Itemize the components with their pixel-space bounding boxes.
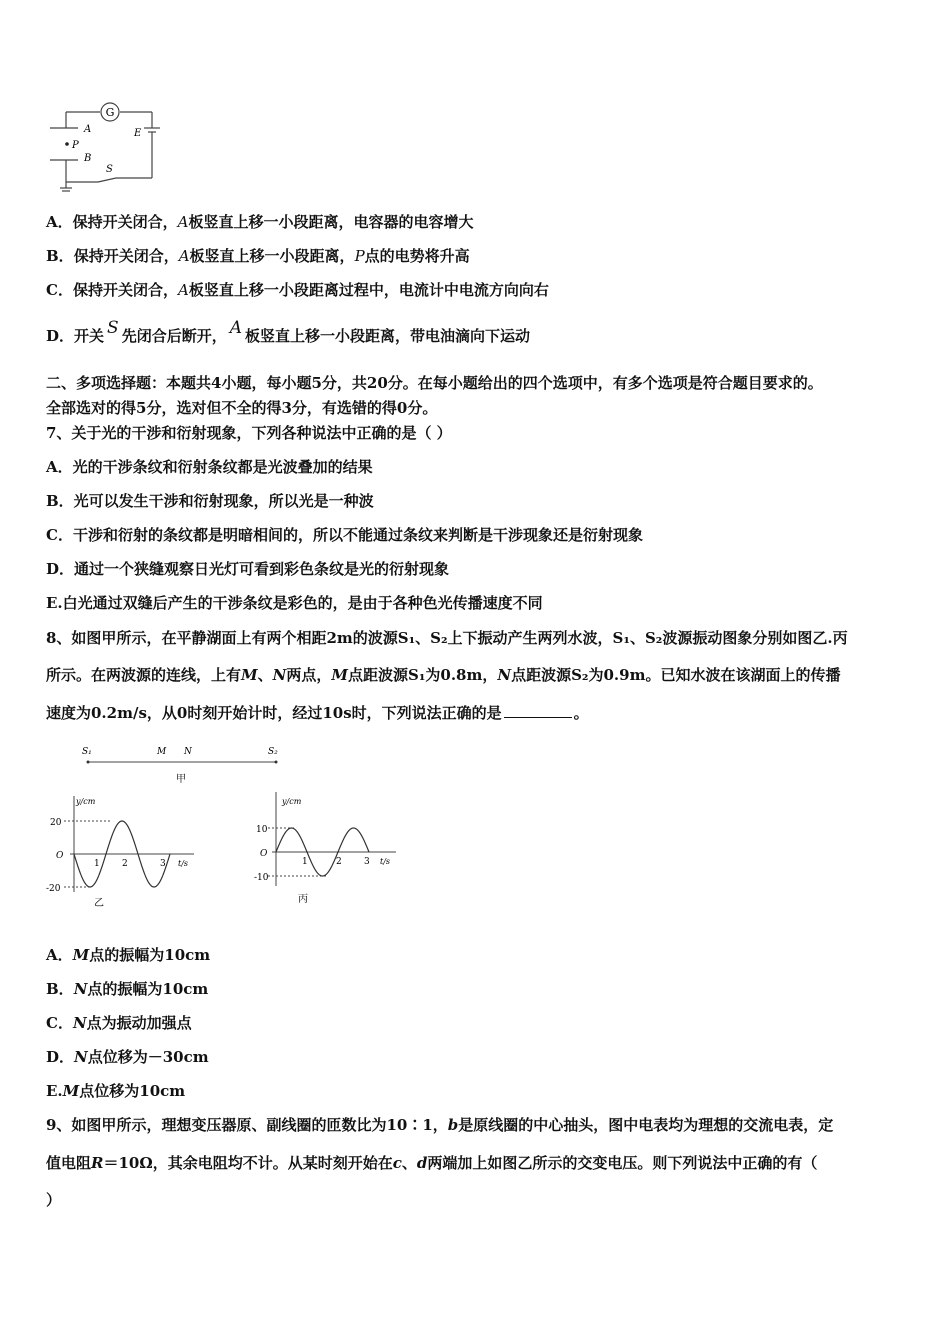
option-variable: M xyxy=(72,946,90,964)
stem-variable: c xyxy=(392,1154,402,1172)
stem-text: 点距波源S₂为0.9m。已知水波在该湖面上的传播 xyxy=(511,666,841,684)
option-text: 点的振幅为10cm xyxy=(87,980,209,998)
option-text: 保持开关闭合， xyxy=(73,247,179,265)
stem-text: ＝10Ω，其余电阻均不计。从某时刻开始在 xyxy=(103,1154,393,1172)
q8-stem-line1: 8、如图甲所示，在平静湖面上有两个相距2m的波源S₁、S₂上下振动产生两列水波，S₁、S₂波源振动图象分别如图乙.丙 xyxy=(46,629,848,647)
plate-a-label: A xyxy=(84,124,92,135)
option-text: 保持开关闭合， xyxy=(72,213,178,231)
q8-stem-line2 xyxy=(46,665,916,685)
q7-stem: 7、关于光的干涉和衍射现象，下列各种说法中正确的是（ ） xyxy=(46,424,452,442)
x-tick-label: 1 xyxy=(94,859,100,869)
q6-option-c xyxy=(46,280,916,300)
q9-stem-line2 xyxy=(46,1153,916,1173)
stem-variable: M xyxy=(241,666,258,684)
stem-text: 速度为0.2m/s，从0时刻开始计时，经过10s时，下列说法正确的是 xyxy=(46,704,502,722)
option-key: B． xyxy=(46,247,74,265)
x-axis-label: t/s xyxy=(380,857,391,866)
x-tick-label: 3 xyxy=(160,859,166,869)
option-variable: A xyxy=(178,247,190,265)
origin-label: O xyxy=(56,851,64,861)
stem-variable: R xyxy=(91,1154,104,1172)
y-tick-label: 20 xyxy=(50,818,62,828)
y-tick-label: 10 xyxy=(256,825,268,835)
q7-option-e: E.白光通过双缝后产生的干涉条纹是彩色的，是由于各种色光传播速度不同 xyxy=(46,594,543,612)
galvanometer-label: G xyxy=(105,106,115,119)
q7-option-d: D．通过一个狭缝观察日光灯可看到彩色条纹是光的衍射现象 xyxy=(46,560,450,578)
option-text: 点位移为－30cm xyxy=(87,1048,209,1066)
option-key: A． xyxy=(46,946,73,964)
battery-label: E xyxy=(134,128,142,139)
x-tick-label: 2 xyxy=(336,857,342,867)
q8-stem-line3 xyxy=(46,703,916,723)
option-variable: S xyxy=(107,318,119,338)
option-text: 保持开关闭合， xyxy=(72,281,178,299)
x-axis-label: t/s xyxy=(178,859,189,868)
q7-option-c: C．干涉和衍射的条纹都是明暗相间的，所以不能通过条纹来判断是干涉现象还是衍射现象 xyxy=(46,526,643,544)
option-key: B． xyxy=(46,980,74,998)
option-key: A． xyxy=(46,213,73,231)
figure-jia xyxy=(80,742,290,786)
caption-yi: 乙 xyxy=(94,898,104,909)
q8-option-e xyxy=(46,1081,916,1101)
y-axis-label: y/cm xyxy=(76,797,96,806)
option-text: 开关 xyxy=(74,327,105,345)
option-variable: M xyxy=(62,1082,80,1100)
figure-bing xyxy=(254,790,414,910)
option-text: 点的电势将升高 xyxy=(364,247,470,265)
x-tick-label: 3 xyxy=(364,857,370,867)
answer-blank[interactable] xyxy=(504,703,572,718)
option-text: 板竖直上移一小段距离，电容器的电容增大 xyxy=(188,213,474,231)
caption-bing: 丙 xyxy=(298,894,308,905)
q6-option-d xyxy=(46,318,916,346)
stem-text: 所示。在两波源的连线，上有 xyxy=(46,666,242,684)
stem-text: 。 xyxy=(573,704,589,722)
option-variable: A xyxy=(177,281,189,299)
stem-variable: N xyxy=(272,666,287,684)
option-text: 板竖直上移一小段距离， xyxy=(189,247,355,265)
option-key: D． xyxy=(46,327,75,345)
q6-option-b xyxy=(46,246,916,266)
option-key: E. xyxy=(46,1082,63,1100)
option-text: 先闭合后断开， xyxy=(121,327,227,345)
y-tick-label: -20 xyxy=(46,884,61,894)
q8-option-a xyxy=(46,945,916,965)
stem-text: 点距波源S₁为0.8m， xyxy=(347,666,498,684)
plate-b-label: B xyxy=(84,153,92,164)
stem-text: 是原线圈的中心抽头，图中电表均为理想的交流电表，定 xyxy=(458,1116,834,1134)
option-variable: A xyxy=(177,213,189,231)
section2-header-line1: 二、多项选择题：本题共4小题，每小题5分，共20分。在每小题给出的四个选项中，有多个选项是符合题目要求的。 xyxy=(46,374,823,392)
option-variable: N xyxy=(74,1048,88,1066)
y-tick-label: -10 xyxy=(254,873,269,883)
q8-option-b xyxy=(46,979,916,999)
figure-yi xyxy=(44,790,204,910)
x-tick-label: 2 xyxy=(122,859,128,869)
y-axis-label: y/cm xyxy=(282,797,302,806)
q9-stem-line1 xyxy=(46,1115,916,1135)
option-text: 点为振动加强点 xyxy=(86,1014,192,1032)
option-text: 板竖直上移一小段距离过程中，电流计中电流方向向右 xyxy=(188,281,549,299)
stem-variable: b xyxy=(447,1116,459,1134)
section2-header-line2: 全部选对的得5分，选对但不全的得3分，有选错的得0分。 xyxy=(46,399,438,417)
option-key: C． xyxy=(46,281,73,299)
option-text: 点位移为10cm xyxy=(79,1082,186,1100)
switch-label: S xyxy=(106,164,113,175)
capacitor-circuit-diagram xyxy=(44,98,164,194)
x-tick-label: 1 xyxy=(302,857,308,867)
stem-text: 、 xyxy=(257,666,273,684)
q9-stem-line3: ） xyxy=(46,1191,62,1209)
option-variable: N xyxy=(72,1014,87,1032)
option-text: 板竖直上移一小段距离，带电油滴向下运动 xyxy=(244,327,530,345)
origin-label: O xyxy=(260,849,268,859)
label-m: M xyxy=(157,747,167,757)
caption-jia: 甲 xyxy=(176,774,186,785)
q7-option-b: B．光可以发生干涉和衍射现象，所以光是一种波 xyxy=(46,492,374,510)
stem-variable: N xyxy=(497,666,512,684)
stem-text: 两端加上如图乙所示的交变电压。则下列说法中正确的有（ xyxy=(427,1154,818,1172)
point-p-label: P xyxy=(72,140,79,151)
stem-text: 、 xyxy=(401,1154,417,1172)
q6-option-a xyxy=(46,212,916,232)
stem-variable: d xyxy=(416,1154,428,1172)
label-s2: S₂ xyxy=(268,747,278,757)
option-variable: N xyxy=(73,980,88,998)
q7-option-a: A．光的干涉条纹和衍射条纹都是光波叠加的结果 xyxy=(46,458,373,476)
stem-variable: M xyxy=(331,666,348,684)
option-variable: A xyxy=(229,318,242,338)
option-key: D． xyxy=(46,1048,75,1066)
option-variable: P xyxy=(354,247,365,265)
stem-text: 值电阻 xyxy=(46,1154,92,1172)
q8-option-c xyxy=(46,1013,916,1033)
stem-text: 9、如图甲所示，理想变压器原、副线圈的匝数比为10∶1， xyxy=(46,1116,448,1134)
option-key: C． xyxy=(46,1014,73,1032)
label-n: N xyxy=(184,747,192,757)
label-s1: S₁ xyxy=(82,747,92,757)
q8-option-d xyxy=(46,1047,916,1067)
option-text: 点的振幅为10cm xyxy=(89,946,211,964)
stem-text: 两点， xyxy=(286,666,332,684)
